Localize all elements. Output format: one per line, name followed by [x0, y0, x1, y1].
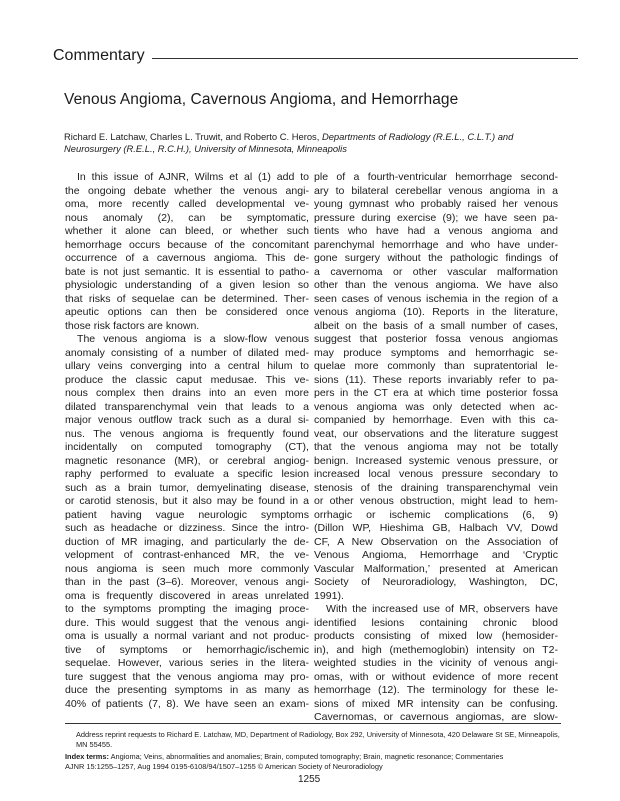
body-line: such as a brain tumor, demyelinating disease, — [65, 481, 309, 494]
article-title: Venous Angioma, Cavernous Angioma, and Hemorrhage — [64, 91, 459, 108]
body-line: oma is frequently discovered in areas unrelated — [65, 589, 309, 602]
body-line: In this issue of AJNR, Wilms et al (1) add to — [77, 171, 309, 183]
body-line: quelae more commonly than supratentorial le- — [314, 360, 558, 372]
body-line: ary to bilateral cerebellar venous angioma in a — [314, 184, 558, 197]
body-line: occurrence of a cavernous angioma. This de- — [65, 252, 309, 264]
body-line: hemorrhage occurs because of the concomitant — [65, 238, 309, 251]
body-line: dilated transparenchymal vein that leads to a — [65, 400, 309, 413]
body-line: velopment of contrast-enhanced MR, the ve- — [65, 549, 309, 561]
body-line: raphy performed to evaluate a specific lesion — [65, 468, 309, 480]
body-line: other than the venous angioma. We have also — [314, 279, 558, 291]
body-line: venous angioma (10). Reports in the literature, — [314, 306, 558, 318]
body-line: incidentally on computed tomography (CT), — [65, 441, 309, 453]
body-line: (Dillon WP, Hieshima GB, Halbach VV, Dowd — [314, 522, 558, 534]
body-line: pressure during exercise (9); we have seen pa- — [314, 211, 558, 224]
body-line: young gymnast who probably raised her venous — [314, 198, 558, 210]
body-line: major venous outflow track such as a dural si- — [65, 414, 309, 426]
body-line: nous angioma is seen much more commonly — [65, 562, 309, 575]
body-line: physiologic understanding of a given lesion so — [65, 279, 309, 291]
body-line: veat, our observations and the literature suggest — [314, 427, 558, 440]
body-line: oma, more recently called developmental ve- — [65, 198, 309, 210]
body-line: whether it alone can bleed, or whether such — [65, 225, 309, 237]
body-line: ture suggest that the venous angioma may pro- — [65, 670, 309, 683]
reprint-address: Address reprint requests to Richard E. Latchaw, MD, Department of Radiology, Box 292, University of Minnesota, 420 Delaware St SE, Minneapolis, MN 55455. — [76, 730, 560, 749]
body-line: sions (11). These reports invariably refer to pa- — [314, 373, 558, 386]
section-divider — [152, 58, 578, 59]
body-line: or other venous obstruction, might lead to hem- — [314, 495, 558, 507]
body-line: sions of mixed MR intensity can be confusing. — [314, 697, 558, 710]
body-line: tive of symptoms or hemorrhagic/ischemic — [65, 643, 309, 656]
body-line: nous anomaly (2), can be symptomatic, — [65, 211, 309, 224]
body-line: bate is not just semantic. It is essential to patho- — [65, 265, 309, 278]
body-line: 40% of patients (7, 8). We have seen an exam- — [65, 697, 309, 710]
footnote-block — [65, 730, 561, 772]
body-line: oma is usually a normal variant and not produc- — [65, 630, 309, 642]
body-line: 1991). — [314, 589, 344, 602]
body-line: albeit on the basis of a small number of cases, — [314, 319, 558, 332]
body-line: duction of MR imaging, and particularly the de- — [65, 535, 309, 548]
body-line: gone surgery without the pathologic findings of — [314, 252, 558, 264]
body-line: produce the classic caput medusae. This ve- — [65, 373, 309, 386]
body-line: to the symptoms prompting the imaging proce- — [65, 603, 309, 615]
body-line: sequelae. However, various series in the litera- — [65, 657, 309, 669]
body-line: weighted studies in the vicinity of venous angi- — [314, 657, 558, 669]
section-label: Commentary — [53, 47, 145, 64]
body-line: patient having vague neurologic symptoms — [65, 508, 309, 521]
author-block — [64, 131, 564, 156]
author-names: Richard E. Latchaw, Charles L. Truwit, and Roberto C. Heros, — [64, 131, 320, 142]
body-line: ullary veins converging into a central hilum to — [65, 360, 309, 372]
body-line: nus. The venous angioma is frequently found — [65, 427, 309, 440]
body-line: seen cases of venous ischemia in the region of a — [314, 292, 558, 305]
journal-citation: AJNR 15:1255–1257, Aug 1994 0195-6108/94/1507–1255 © American Society of Neuroradiology — [65, 762, 383, 771]
index-terms — [65, 752, 561, 762]
body-line: nous complex then drains into an even more — [65, 387, 309, 399]
body-line: orrhagic or ischemic complications (6, 9) — [314, 508, 558, 521]
body-line: omas, with or without evidence of more recent — [314, 670, 558, 683]
index-terms-label: Index terms: — [65, 752, 109, 761]
body-line: pers in the CT era at which time posterior fossa — [314, 387, 558, 399]
author-affiliation: Departments of Radiology (R.E.L., C.L.T.) and Neurosurgery (R.E.L., R.C.H.), University of Minnesota, Minneapolis — [64, 131, 514, 155]
body-line: With the increased use of MR, observers have — [326, 603, 558, 615]
body-line: apeutic options can then be considered once — [65, 306, 309, 318]
body-line: Cavernomas, or cavernous angiomas, are slow- — [314, 711, 558, 723]
body-line: dure. This would suggest that the venous angi- — [65, 616, 309, 629]
body-line: identified lesions containing chronic blood — [314, 616, 558, 629]
body-line: anomaly consisting of a number of dilated med- — [65, 346, 309, 359]
body-line: in), and high (methemoglobin) intensity on T2- — [314, 643, 558, 656]
body-line: ple of a fourth-ventricular hemorrhage second- — [314, 171, 558, 183]
body-line: Venous Angioma, Hemorrhage and ‘Cryptic — [314, 549, 558, 561]
body-line: CF, A New Observation on the Association of — [314, 535, 558, 548]
body-line: or carotid stenosis, but it also may be found in a — [65, 495, 309, 507]
body-line: the ongoing debate whether the venous angi- — [65, 184, 309, 197]
body-line: products consisting of mixed low (hemosider- — [314, 630, 558, 642]
body-column-right — [314, 171, 558, 725]
body-line: venous angioma was only detected when ac- — [314, 400, 558, 413]
body-line: Vascular Malformation,’ presented at American — [314, 562, 558, 575]
body-column-left — [65, 171, 309, 711]
body-line: parenchymal hemorrhage and who have under- — [314, 238, 558, 251]
body-line: those risk factors are known. — [65, 319, 200, 332]
body-line: The venous angioma is a slow-flow venous — [77, 333, 309, 345]
body-line: that risks of sequelae can be determined. Ther- — [65, 292, 309, 305]
body-line: duce the presenting symptoms in as many as — [65, 684, 309, 696]
body-line: tients who have had a venous angioma and — [314, 225, 558, 237]
body-line: may produce symptoms and hemorrhagic se- — [314, 346, 558, 359]
body-line: suggest that posterior fossa venous angiomas — [314, 333, 558, 345]
body-line: increased local venous pressure secondary to — [314, 468, 558, 480]
index-terms-text: Angioma; Veins, abnormalities and anomalies; Brain, computed tomography; Brain, magnetic resonance; Commentaries — [110, 752, 504, 761]
body-line: a cavernoma or other vascular malformation — [314, 265, 558, 278]
body-line: such as headache or dizziness. Since the intro- — [65, 522, 309, 534]
body-line: stenosis of the draining transparenchymal vein — [314, 481, 558, 494]
body-line: than in the past (3–6). Moreover, venous angi- — [65, 576, 309, 588]
body-line: benign. Increased systemic venous pressure, or — [314, 454, 558, 467]
page-number: 1255 — [298, 774, 321, 785]
body-line: companied by hemorrhage. Even with this ca- — [314, 414, 558, 426]
body-line: hemorrhage (12). The terminology for these le- — [314, 684, 558, 696]
body-line: that the venous angioma may not be totally — [314, 441, 558, 453]
footnote-divider — [65, 723, 561, 724]
body-line: Society of Neuroradiology, Washington, DC, — [314, 576, 558, 588]
body-line: magnetic resonance (MR), or cerebral angiog- — [65, 454, 309, 467]
